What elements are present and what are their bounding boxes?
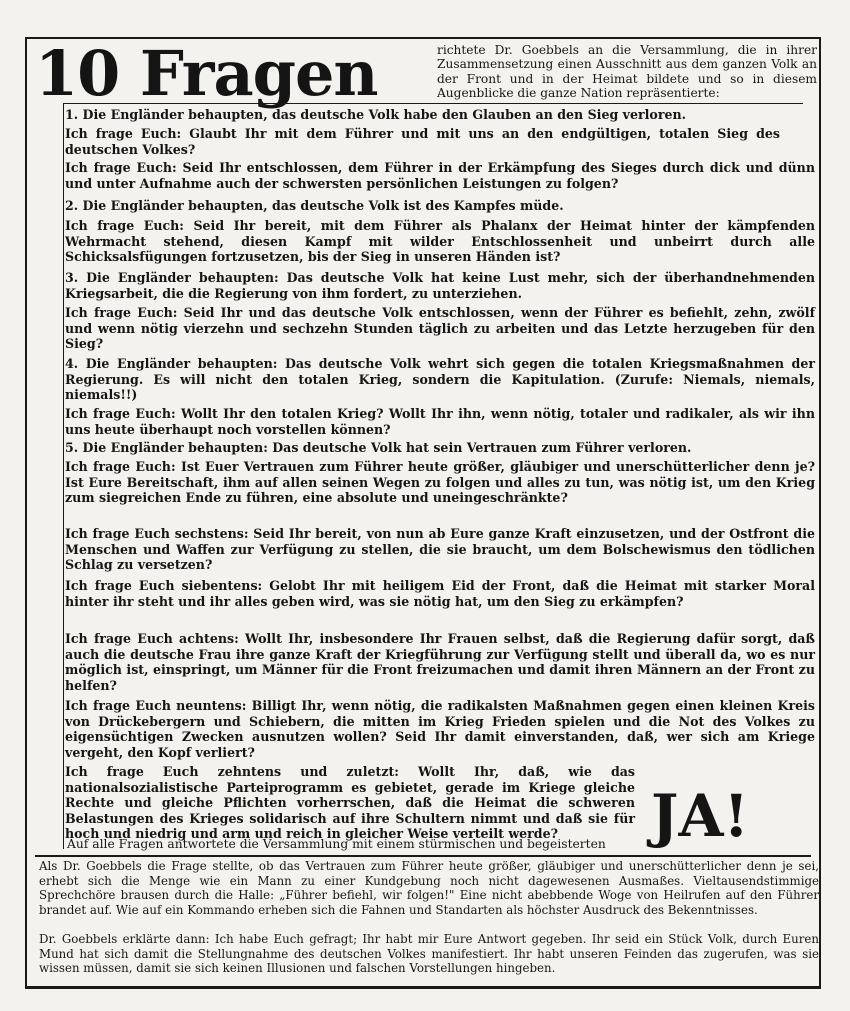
question-10: Ich frage Euch zehntens und zuletzt: Wollt Ihr, daß, wie das nationalsozialistische Parteiprogramm es gebietet, gerade im Kriege gleiche Rechte und gleiche Pflichten vorherrschen, daß die Heimat die schweren Belastungen des Krieges solidarisch auf ihre Schultern nimmt und daß sie für hoch und niedrig und arm und reich in gleicher Weise verteilt werde? <box>65 764 635 841</box>
question-3: Ich frage Euch: Seid Ihr und das deutsche Volk entschlossen, wenn der Führer es befiehlt, zehn, zwölf und wenn nötig vierzehn und sechzehn Stunden täglich zu arbeiten und das Letzte herzugeben für den Sieg? <box>65 305 815 351</box>
question-4-claim: 4. Die Engländer behaupten: Das deutsche Volk wehrt sich gegen die totalen Kriegsmaßnahmen der Regierung. Es will nicht den totalen Krieg, sondern die Kapitulation. (Zurufe: Niemals, niemals, niemals!!) <box>65 356 815 402</box>
document-frame <box>25 37 821 989</box>
header-rule <box>63 103 803 104</box>
question-2: Ich frage Euch: Seid Ihr bereit, mit dem Führer als Phalanx der Heimat hinter der kämpfenden Wehrmacht stehend, diesen Kampf mit wilder Entschlossenheit und unbeirrt durch alle Schicksalsfügungen fortzusetzen, bis der Sieg in unseren Händen ist? <box>65 218 815 264</box>
paragraph-1: Als Dr. Goebbels die Frage stellte, ob das Vertrauen zum Führer heute größer, gläubiger und unerschütterlicher denn je sei, erhebt sich die Menge wie ein Mann zu einer Kundgebung noch nicht dagewesenen Ausmaßes. Vieltausendstimmige Sprechchöre brausen durch die Halle: „Führer befiehl, wir folgen!" Eine nicht abebbende Woge von Heilrufen auf den Führer brandet auf. Wie auf ein Kommando erheben sich die Fahnen und Standarten als höchster Ausdruck des Bekenntnisses. <box>39 859 819 917</box>
question-6: Ich frage Euch sechstens: Seid Ihr bereit, von nun ab Eure ganze Kraft einzusetzen, und der Ostfront die Menschen und Waffen zur Verfügung zu stellen, die sie braucht, um dem Bolschewismus den tödlichen Schlag zu versetzen? <box>65 526 815 572</box>
question-7: Ich frage Euch siebentens: Gelobt Ihr mit heiligem Eid der Front, daß die Heimat mit starker Moral hinter ihr steht und ihr alles geben wird, was sie nötig hat, um den Sieg zu erkämpfen? <box>65 578 815 609</box>
question-3-claim: 3. Die Engländer behaupten: Das deutsche Volk hat keine Lust mehr, sich der überhandnehmenden Kriegsarbeit, die die Regierung von ihm fordert, zu unterziehen. <box>65 270 815 301</box>
answer-line: Auf alle Fragen antwortete die Versammlung mit einem stürmischen und begeisterten <box>67 837 606 851</box>
section-rule <box>35 855 811 857</box>
ja-answer: JA! <box>651 782 749 850</box>
question-5: Ich frage Euch: Ist Euer Vertrauen zum Führer heute größer, gläubiger und unerschütterlicher denn je? Ist Eure Bereitschaft, ihm auf allen seinen Wegen zu folgen und alles zu tun, was nötig ist, um den Krieg zum siegreichen Ende zu führen, eine absolute und uneingeschränkte? <box>65 459 815 505</box>
question-1a: Ich frage Euch: Glaubt Ihr mit dem Führer und mit uns an den endgültigen, totalen Sieg des deutschen Volkes? <box>65 126 780 157</box>
headline: 10 Fragen <box>35 37 378 110</box>
question-8: Ich frage Euch achtens: Wollt Ihr, insbesondere Ihr Frauen selbst, daß die Regierung dafür sorgt, daß auch die deutsche Frau ihre ganze Kraft der Kriegführung zur Verfügung stellt und überall da, wo es nur möglich ist, einspringt, um Männer für die Front freizumachen und damit ihren Männern an der Front zu helfen? <box>65 631 815 693</box>
paragraph-2: Dr. Goebbels erklärte dann: Ich habe Euch gefragt; Ihr habt mir Eure Antwort gegeben. Ihr seid ein Stück Volk, durch Euren Mund hat sich damit die Stellungnahme des deutschen Volkes manifestiert. Ihr habt unseren Feinden das zugerufen, was sie wissen müssen, damit sie sich keinen Illusionen und falschen Vorstellungen hingeben. <box>39 932 819 976</box>
question-5-claim: 5. Die Engländer behaupten: Das deutsche Volk hat sein Vertrauen zum Führer verloren. <box>65 440 692 455</box>
left-rule <box>63 103 64 849</box>
question-1b: Ich frage Euch: Seid Ihr entschlossen, dem Führer in der Erkämpfung des Sieges durch dick und dünn und unter Aufnahme auch der schwersten persönlichen Leistungen zu folgen? <box>65 160 815 191</box>
question-2-claim: 2. Die Engländer behaupten, das deutsche Volk ist des Kampfes müde. <box>65 198 564 213</box>
question-9: Ich frage Euch neuntens: Billigt Ihr, wenn nötig, die radikalsten Maßnahmen gegen einen kleinen Kreis von Drückebergern und Schiebern, die mitten im Krieg Frieden spielen und die Not des Volkes zu eigensüchtigen Zwecken ausnutzen wollen? Seid Ihr damit einverstanden, daß, wer sich am Kriege vergeht, den Kopf verliert? <box>65 698 815 760</box>
question-1-claim: 1. Die Engländer behaupten, das deutsche Volk habe den Glauben an den Sieg verloren. <box>65 107 687 122</box>
document-body <box>35 37 819 978</box>
intro-text: richtete Dr. Goebbels an die Versammlung, die in ihrer Zusammensetzung einen Ausschnitt aus dem ganzen Volk an der Front und in der Heimat bildete und so in diesem Augenblicke die ganze Nation repräsentierte: <box>437 43 817 100</box>
question-4: Ich frage Euch: Wollt Ihr den totalen Krieg? Wollt Ihr ihn, wenn nötig, totaler und radikaler, als wir ihn uns heute überhaupt noch vorstellen können? <box>65 406 815 437</box>
